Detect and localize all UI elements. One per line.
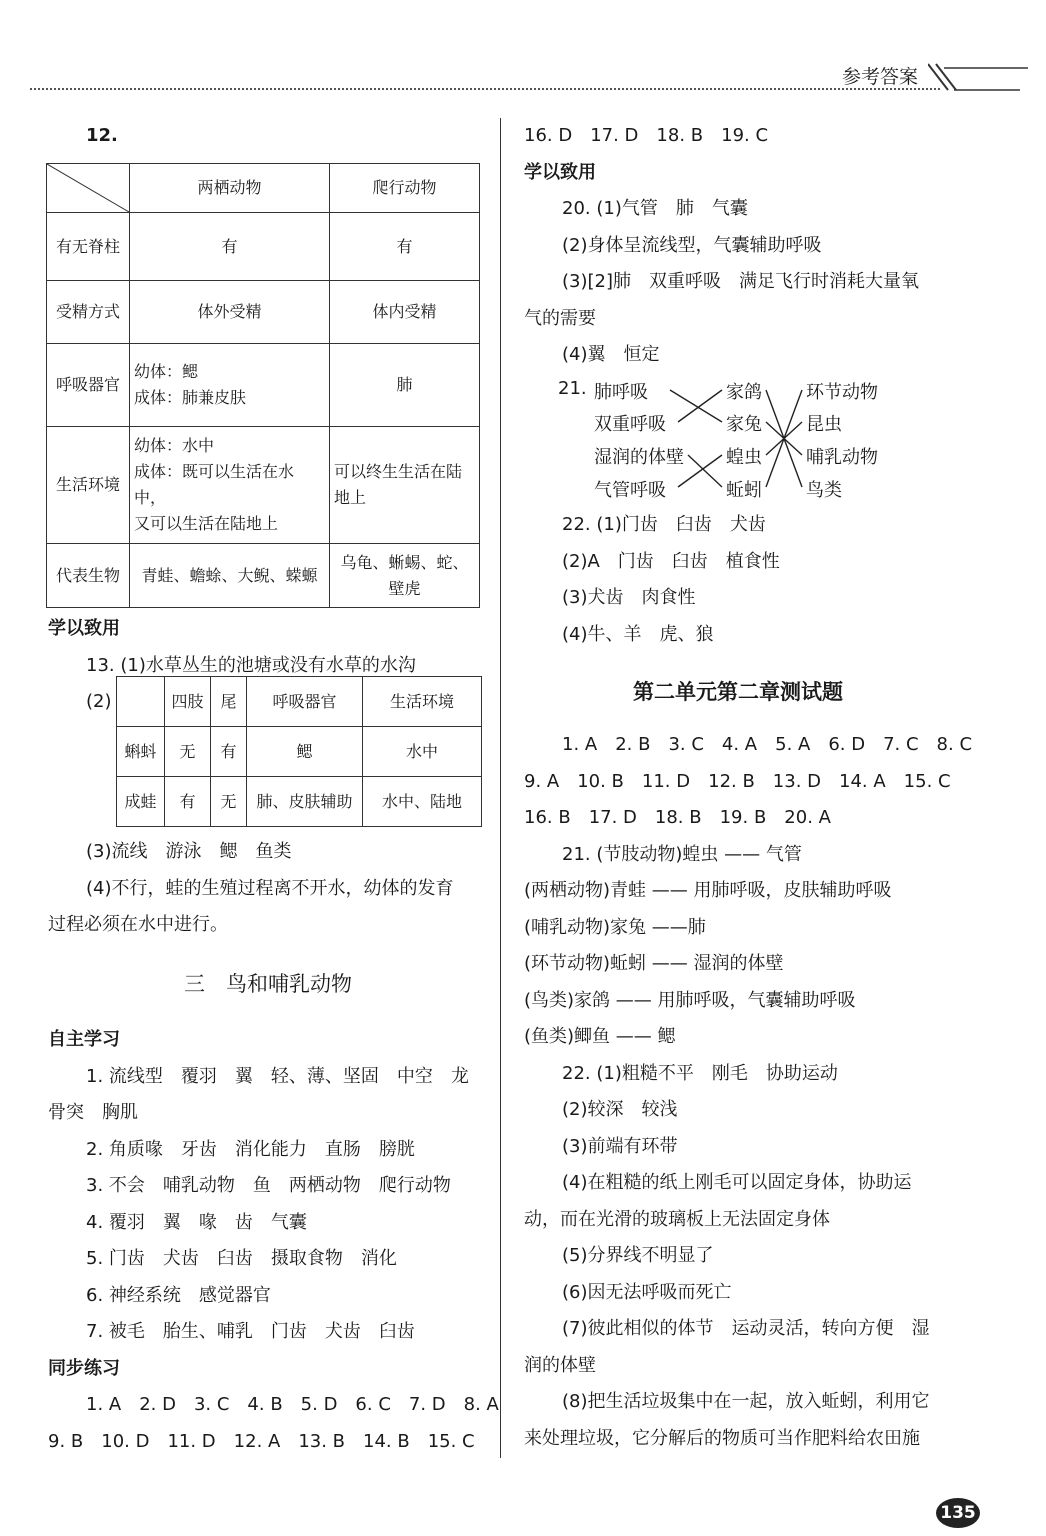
q20-line: (2)身体呈流线型，气囊辅助呼吸 [562, 234, 822, 256]
match-left-item: 湿润的体壁 [594, 447, 684, 468]
t22-line: (7)彼此相似的体节 运动灵活，转向方便 湿 [562, 1318, 930, 1339]
t21-line: (哺乳动物)家兔 ——肺 [524, 916, 706, 938]
t22-line: (4)在粗糙的纸上刚毛可以固定身体，协助运 [562, 1172, 912, 1193]
t22-line: 来处理垃圾，它分解后的物质可当作肥料给农田施 [524, 1427, 920, 1449]
section-title-unit-test: 第二单元第二章测试题 [633, 680, 843, 704]
cell: 肺、皮肤辅助 [247, 777, 363, 827]
right-column-bottom [524, 727, 973, 1457]
cell: 有 [165, 777, 211, 827]
answer-line: 3. 不会 哺乳动物 鱼 两栖动物 爬行动物 [86, 1175, 451, 1196]
row-label: 呼吸器官 [47, 344, 130, 427]
section-label-xyzy: 学以致用 [48, 618, 120, 639]
section-label-tbls: 同步练习 [48, 1357, 120, 1379]
match-right-item: 昆虫 [806, 414, 842, 435]
mc-line: 9. B 10. D 11. D 12. A 13. B 14. B 15. C [48, 1430, 475, 1452]
row-label: 受精方式 [47, 281, 130, 344]
right-column-top [524, 118, 964, 374]
answer-line: 4. 覆羽 翼 喙 齿 气囊 [86, 1211, 307, 1233]
cell: 蝌蚪 [117, 727, 165, 777]
header-reptile: 爬行动物 [330, 164, 480, 213]
t22-line: 22. (1)粗糙不平 刚毛 协助运动 [562, 1062, 838, 1084]
header-cell [117, 677, 165, 727]
match-right-item: 环节动物 [806, 382, 878, 403]
section-label-zzxx: 自主学习 [48, 1029, 120, 1050]
mc-line: 16. D 17. D 18. B 19. C [524, 125, 769, 146]
match-mid-item: 蚯蚓 [726, 480, 762, 501]
cell: 体内受精 [330, 281, 480, 344]
header-corner-decoration [928, 60, 1028, 94]
matching-lines [566, 372, 906, 502]
t22-line: (6)因无法呼吸而死亡 [562, 1281, 732, 1303]
answer-line: 6. 神经系统 感觉器官 [86, 1284, 271, 1306]
t21-line: (环节动物)蚯蚓 —— 湿润的体壁 [524, 953, 784, 974]
q20-line: 气的需要 [524, 307, 596, 329]
left-column [48, 118, 488, 155]
header-cell: 四肢 [165, 677, 211, 727]
match-left-item: 气管呼吸 [594, 480, 666, 501]
answer-line: 2. 角质喙 牙齿 消化能力 直肠 膀胱 [86, 1138, 415, 1160]
cell: 水中、陆地 [363, 777, 482, 827]
t21-line: (两栖动物)青蛙 —— 用肺呼吸，皮肤辅助呼吸 [524, 880, 892, 901]
section-title-birds-mammals: 三 鸟和哺乳动物 [184, 972, 352, 996]
cell: 有 [211, 727, 247, 777]
q22-line: (3)犬齿 肉食性 [562, 587, 696, 608]
t22-line: (5)分界线不明显了 [562, 1245, 714, 1266]
section-label-xyzy: 学以致用 [524, 161, 596, 183]
cell: 可以终生生活在陆 地上 [330, 427, 480, 544]
match-right-item: 哺乳动物 [806, 447, 878, 468]
q13-2-label: (2) [86, 691, 112, 712]
q22-line: 22. (1)门齿 臼齿 犬齿 [562, 514, 766, 535]
q12-label: 12. [86, 125, 118, 146]
cell: 无 [165, 727, 211, 777]
column-divider [500, 118, 501, 1458]
cell: 青蛙、蟾蜍、大鲵、蝾螈 [130, 544, 330, 608]
header-rule [30, 88, 940, 90]
comparison-table-amphibian-reptile [46, 163, 480, 608]
cell: 鳃 [247, 727, 363, 777]
match-mid-item: 蝗虫 [726, 447, 762, 468]
left-column-lower [48, 834, 488, 944]
t22-line: 润的体壁 [524, 1354, 596, 1376]
row-label: 代表生物 [47, 544, 130, 608]
q21-number: 21. [558, 378, 587, 399]
mc-line: 1. A 2. B 3. C 4. A 5. A 6. D 7. C 8. C [562, 734, 973, 755]
cell: 有 [330, 213, 480, 281]
t21-line: (鱼类)鲫鱼 —— 鳃 [524, 1026, 676, 1047]
q13-4a: (4)不行，蛙的生殖过程离不开水，幼体的发育 [86, 877, 454, 899]
mc-line: 1. A 2. D 3. C 4. B 5. D 6. C 7. D 8. A [86, 1394, 499, 1415]
q13-4b: 过程必须在水中进行。 [48, 914, 228, 935]
cell: 幼体：鳃 成体：肺兼皮肤 [130, 344, 330, 427]
cell: 水中 [363, 727, 482, 777]
match-right-item: 鸟类 [806, 480, 842, 501]
cell: 幼体：水中 成体：既可以生活在水中， 又可以生活在陆地上 [130, 427, 330, 544]
q20-line: (4)翼 恒定 [562, 344, 660, 365]
t21-line: (鸟类)家鸽 —— 用肺呼吸，气囊辅助呼吸 [524, 989, 856, 1011]
mc-line: 9. A 10. B 11. D 12. B 13. D 14. A 15. C [524, 770, 951, 792]
t22-line: (8)把生活垃圾集中在一起，放入蚯蚓，利用它 [562, 1391, 930, 1412]
q13-3: (3)流线 游泳 鳃 鱼类 [86, 841, 292, 862]
row-label: 有无脊柱 [47, 213, 130, 281]
q20-line: (3)[2]肺 双重呼吸 满足飞行时消耗大量氧 [562, 271, 919, 292]
tadpole-frog-table [116, 676, 482, 827]
header-title: 参考答案 [842, 66, 919, 88]
t22-line: 动，而在光滑的玻璃板上无法固定身体 [524, 1208, 830, 1230]
match-mid-item: 家鸽 [726, 382, 762, 403]
q22-line: (2)A 门齿 臼齿 植食性 [562, 550, 780, 572]
mc-line: 16. B 17. D 18. B 19. B 20. A [524, 807, 831, 828]
diagonal-header-cell [47, 164, 130, 213]
cell: 无 [211, 777, 247, 827]
t22-line: (2)较深 较浅 [562, 1099, 678, 1120]
row-label: 生活环境 [47, 427, 130, 544]
q20-line: 20. (1)气管 肺 气囊 [562, 198, 748, 219]
cell: 有 [130, 213, 330, 281]
answer-line: 5. 门齿 犬齿 臼齿 摄取食物 消化 [86, 1248, 397, 1269]
match-mid-item: 家兔 [726, 414, 762, 435]
answer-line: 1. 流线型 覆羽 翼 轻、薄、坚固 中空 龙 [86, 1065, 469, 1087]
q21-matching-diagram [558, 372, 906, 502]
page-number: 135 [936, 1498, 980, 1528]
cell: 肺 [330, 344, 480, 427]
cell: 体外受精 [130, 281, 330, 344]
cell: 成蛙 [117, 777, 165, 827]
left-column-bottom [48, 1022, 499, 1460]
header-amphibian: 两栖动物 [130, 164, 330, 213]
right-column-q22 [524, 507, 964, 653]
q22-line: (4)牛、羊 虎、狼 [562, 623, 714, 645]
match-left-item: 肺呼吸 [594, 382, 648, 403]
cell: 乌龟、蜥蜴、蛇、壁虎 [330, 544, 480, 608]
match-left-item: 双重呼吸 [594, 414, 666, 435]
t22-line: (3)前端有环带 [562, 1135, 678, 1157]
header-cell: 尾 [211, 677, 247, 727]
header-cell: 生活环境 [363, 677, 482, 727]
t21-line: 21. (节肢动物)蝗虫 —— 气管 [562, 843, 802, 865]
answer-line: 7. 被毛 胎生、哺乳 门齿 犬齿 臼齿 [86, 1321, 415, 1342]
header-cell: 呼吸器官 [247, 677, 363, 727]
answer-line: 骨突 胸肌 [48, 1102, 138, 1123]
q13-1: 13. (1)水草丛生的池塘或没有水草的水沟 [86, 654, 416, 676]
